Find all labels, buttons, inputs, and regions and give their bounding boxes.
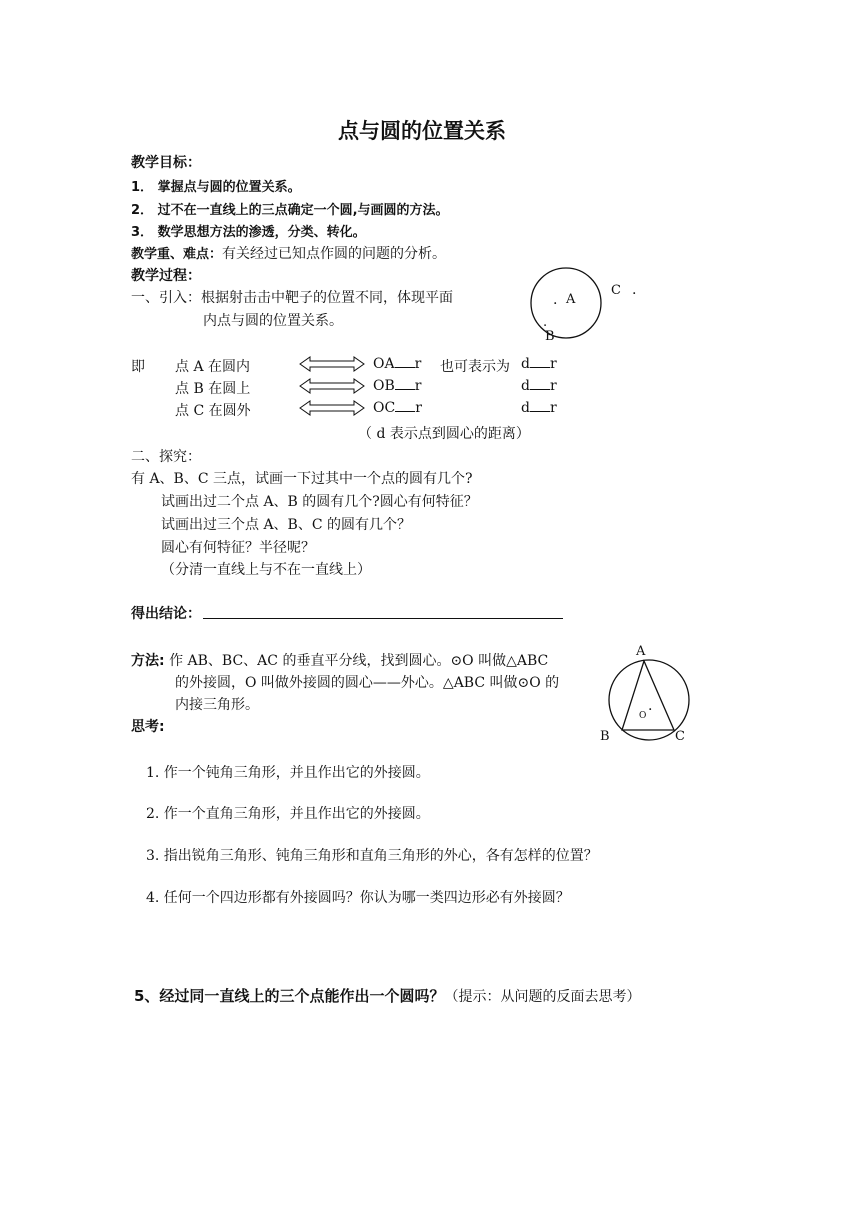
conclusion-label: 得出结论： (131, 606, 201, 622)
process-heading: 教学过程： (131, 268, 201, 284)
double-arrow-icon (300, 357, 364, 371)
fig2-label-b: B (600, 729, 610, 744)
point-a-dot: . (553, 292, 558, 308)
method-line-2: 的外接圆，O 叫做外接圆的圆心——外心。△ABC 叫做⊙O 的 (175, 675, 560, 691)
relation-point: 点 B 在圆上 (175, 381, 251, 397)
segment-label: OB (373, 378, 395, 394)
circumcircle (609, 660, 689, 740)
segment-label: OC (373, 400, 396, 416)
relation-d (521, 356, 557, 372)
think-heading: 思考: (131, 719, 165, 735)
fill-blank (530, 389, 550, 390)
think-item: 3. 指出锐角三角形、钝角三角形和直角三角形的外心，各有怎样的位置？ (146, 848, 598, 864)
explore-line: 试画出过二个点 A、B 的圆有几个?圆心有何特征？ (161, 494, 478, 510)
fill-blank (395, 389, 415, 390)
key-points (131, 243, 446, 263)
d-label: d (521, 400, 530, 416)
relation-d (521, 378, 557, 394)
inscribed-triangle (622, 661, 674, 730)
relation-oc (373, 400, 422, 416)
question-5-main: 5、经过同一直线上的三个点能作出一个圆吗？ (134, 987, 445, 1005)
d-label: d (521, 356, 530, 372)
question-5-hint: （提示：从问题的反面去思考） (444, 989, 641, 1005)
relation-point: 点 A 在圆内 (175, 359, 251, 375)
relation-ob (373, 378, 421, 394)
objective-item: 1． 掌握点与圆的位置关系。 (131, 180, 301, 195)
double-arrow-icon (300, 379, 364, 393)
fig2-label-c: C (675, 729, 685, 744)
fill-blank (395, 367, 415, 368)
think-item: 4. 任何一个四边形都有外接圆吗？你认为哪一类四边形必有外接圆？ (146, 890, 570, 906)
objective-item: 3． 数学思想方法的渗透，分类、转化。 (131, 225, 366, 240)
key-points-label: 教学重、难点： (131, 247, 223, 262)
relation-d (521, 400, 557, 416)
radius-label: r (414, 378, 422, 394)
radius-label: r (549, 400, 557, 416)
radius-label: r (414, 356, 422, 372)
explore-line: 圆心有何特征？半径呢？ (161, 540, 315, 556)
objectives-heading: 教学目标： (131, 155, 201, 171)
method-text: 作 AB、BC、AC 的垂直平分线，找到圆心。⊙O 叫做△ABC (169, 653, 549, 669)
think-item: 2. 作一个直角三角形，并且作出它的外接圆。 (146, 806, 430, 822)
method-line-3: 内接三角形。 (175, 697, 259, 713)
relation-point: 点 C 在圆外 (175, 403, 251, 419)
radius-label: r (549, 356, 557, 372)
fig1-label-c: C (611, 283, 621, 298)
d-label: d (521, 378, 530, 394)
radius-label: r (415, 400, 422, 416)
explore-line: 有 A、B、C 三点，试画一下过其中一个点的圆有几个? (131, 471, 473, 487)
intro-line-1: 一、引入：根据射击击中靶子的位置不同，体现平面 (131, 290, 453, 306)
fig2-label-a: A (636, 644, 646, 659)
fig2-label-o: O (639, 711, 647, 721)
point-b-dot: . (543, 315, 548, 330)
explore-line: 试画出过三个点 A、B、C 的圆有几个？ (161, 517, 412, 533)
fig1-label-b: B (545, 329, 555, 344)
fill-blank (530, 367, 550, 368)
point-c-dot: . (632, 282, 637, 298)
relation-oa (373, 356, 421, 372)
key-points-text: 有关经过已知点作圆的问题的分析。 (222, 246, 447, 262)
fig1-label-a: A (566, 292, 576, 307)
radius-label: r (549, 378, 557, 394)
center-o-dot: . (648, 698, 653, 714)
fill-blank (530, 411, 550, 412)
page-title: 点与圆的位置关系 (338, 119, 506, 143)
question-5 (134, 985, 640, 1006)
distance-note: （ d 表示点到圆心的距离） (358, 426, 530, 442)
double-arrow-icon (300, 401, 364, 415)
fill-blank (395, 411, 415, 412)
relation-alt-prefix: 也可表示为 (440, 359, 510, 375)
method-label: 方法: (131, 653, 165, 669)
conclusion-answer-line (203, 618, 563, 619)
ji-label: 即 (131, 359, 145, 375)
explore-heading: 二、探究： (131, 449, 201, 465)
segment-label: OA (373, 356, 395, 372)
objective-item: 2． 过不在一直线上的三点确定一个圆,与画圆的方法。 (131, 203, 449, 218)
method-line-1 (131, 650, 548, 670)
explore-line: （分清一直线上与不在一直线上） (161, 562, 371, 578)
target-circle (531, 268, 601, 338)
think-item: 1. 作一个钝角三角形，并且作出它的外接圆。 (146, 765, 430, 781)
intro-line-2: 内点与圆的位置关系。 (203, 313, 343, 329)
